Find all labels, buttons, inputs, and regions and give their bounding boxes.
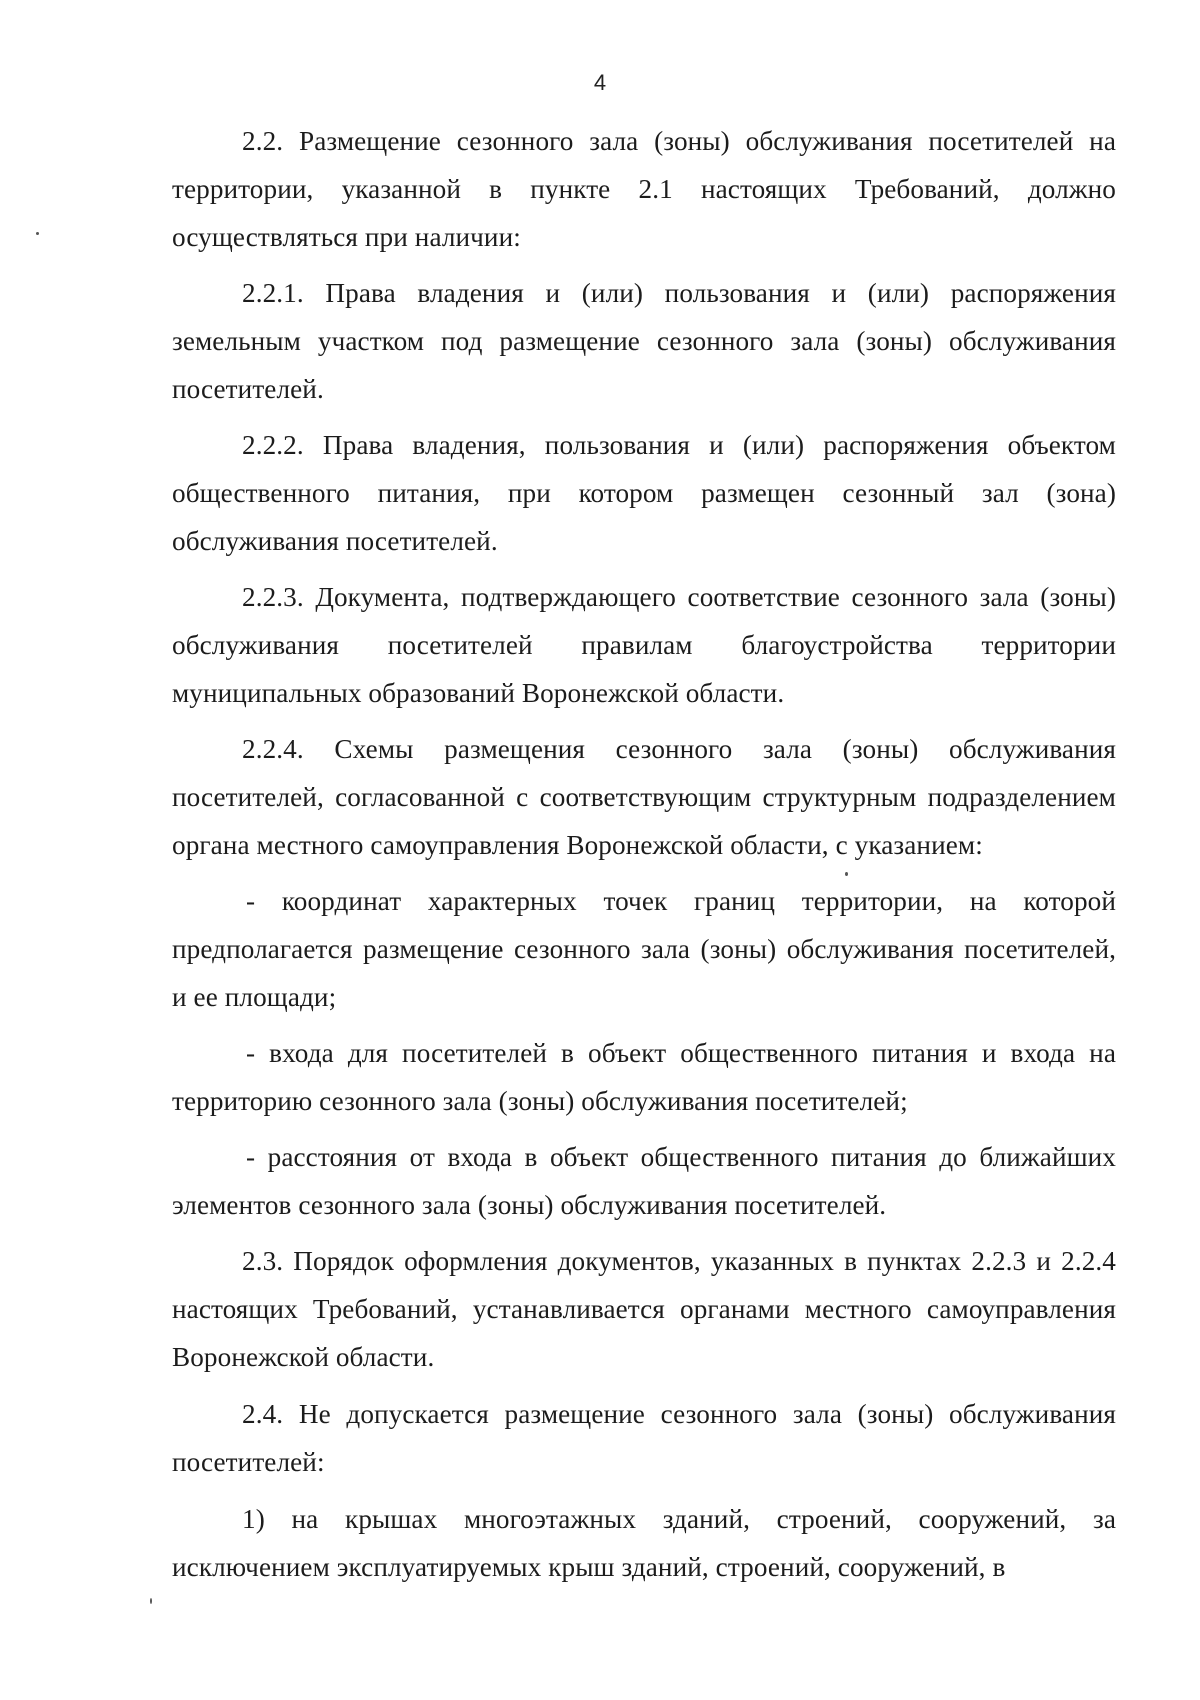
- document-body: [172, 117, 1116, 1599]
- bullet-coordinates: - координат характерных точек границ территории, на которой предполагается размещение сезонного зала (зоны) обслуживания посетителей, и ее площади;: [172, 886, 1116, 1012]
- paragraph-2-2: 2.2. Размещение сезонного зала (зоны) обслуживания посетителей на территории, указанной в пункте 2.1 настоящих Требований, должно осуществляться при наличии:: [172, 126, 1116, 252]
- bullet-entrance: - входа для посетителей в объект общественного питания и входа на территорию сезонного зала (зоны) обслуживания посетителей;: [172, 1038, 1116, 1116]
- paragraph-2-3: 2.3. Порядок оформления документов, указанных в пунктах 2.2.3 и 2.2.4 настоящих Требований, устанавливается органами местного самоуправления Воронежской области.: [172, 1246, 1116, 1372]
- paragraph-2-2-4: 2.2.4. Схемы размещения сезонного зала (зоны) обслуживания посетителей, согласованной с соответствующим структурным подразделением органа местного самоуправления Воронежской области, с указанием:: [172, 734, 1116, 860]
- bullet-distance: - расстояния от входа в объект общественного питания до ближайших элементов сезонного зала (зоны) обслуживания посетителей.: [172, 1142, 1116, 1220]
- paragraph-2-2-2: 2.2.2. Права владения, пользования и (или) распоряжения объектом общественного питания, при котором размещен сезонный зал (зона) обслуживания посетителей.: [172, 430, 1116, 556]
- paragraph-2-2-1: 2.2.1. Права владения и (или) пользования и (или) распоряжения земельным участком под размещение сезонного зала (зоны) обслуживания посетителей.: [172, 278, 1116, 404]
- paragraph-2-4: 2.4. Не допускается размещение сезонного зала (зоны) обслуживания посетителей:: [172, 1399, 1116, 1477]
- scan-speck: [845, 872, 848, 876]
- scan-speck: [150, 1598, 152, 1604]
- paragraph-2-4-item-1: 1) на крышах многоэтажных зданий, строений, сооружений, за исключением эксплуатируемых крыш зданий, строений, сооружений, в: [172, 1504, 1116, 1582]
- page-number: 4: [593, 70, 607, 95]
- paragraph-2-2-3: 2.2.3. Документа, подтверждающего соответствие сезонного зала (зоны) обслуживания посетителей правилам благоустройства территории муниципальных образований Воронежской области.: [172, 582, 1116, 708]
- scan-speck: [36, 232, 39, 235]
